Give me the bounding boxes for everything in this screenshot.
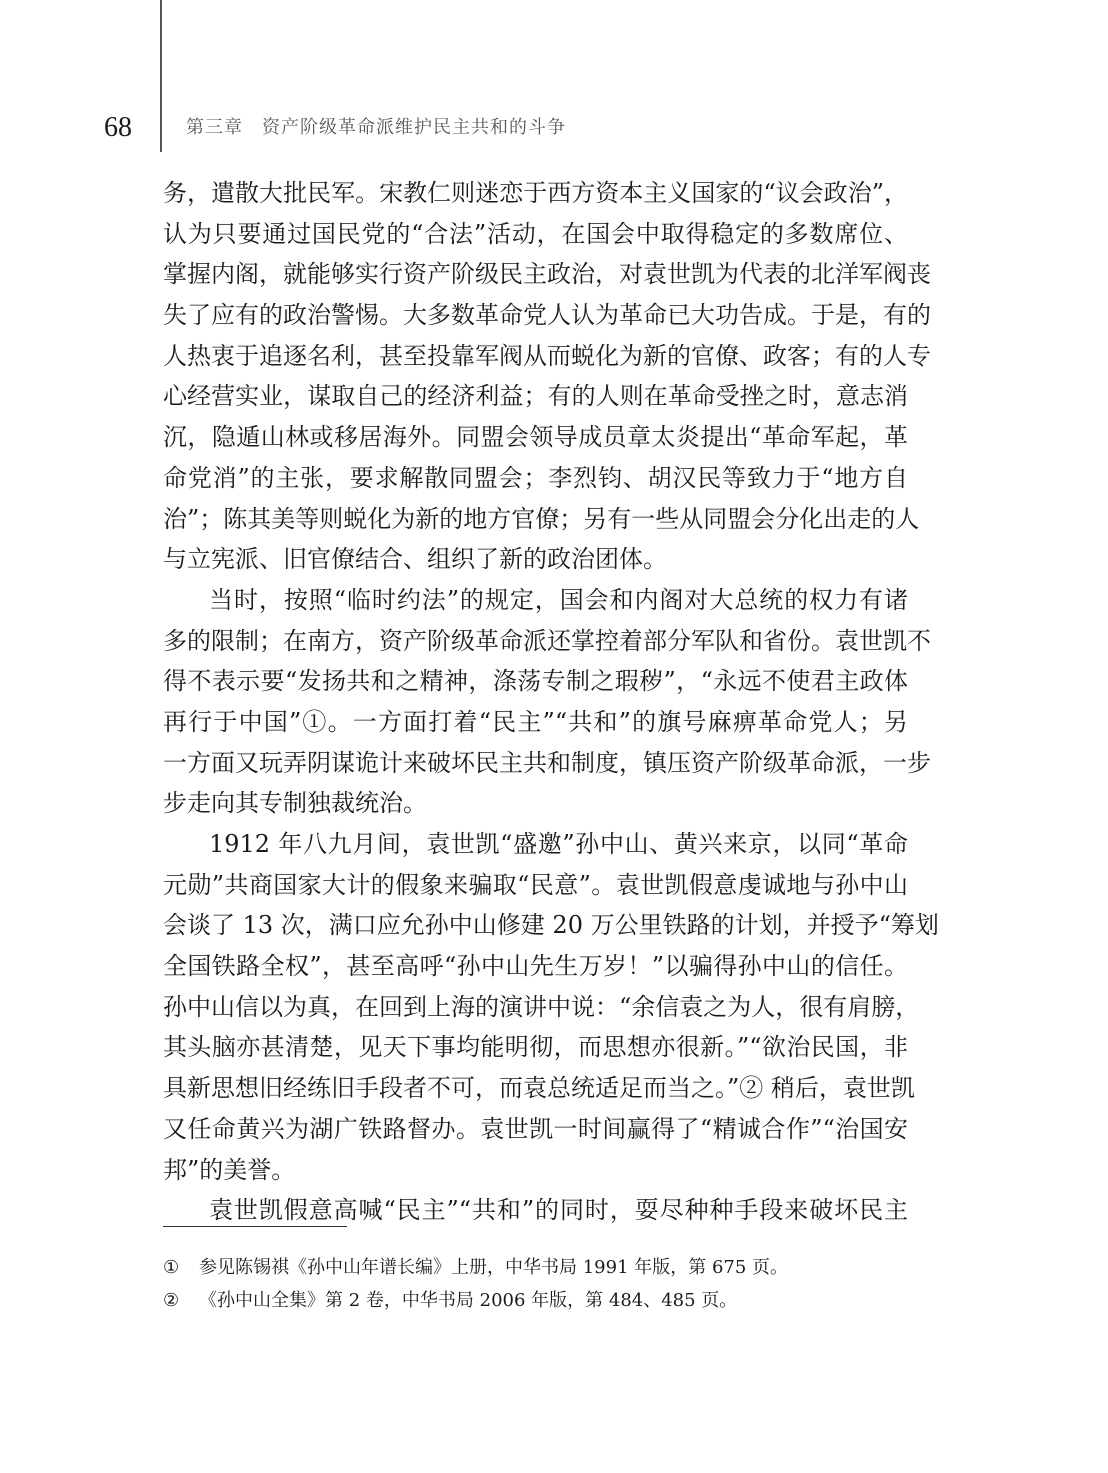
text-line: 命党消”的主张，要求解散同盟会；李烈钧、胡汉民等致力于“地方自 [163,463,908,492]
body-text [163,173,939,1231]
text-line: 一方面又玩弄阴谋诡计来破坏民主共和制度，镇压资产阶级革命派，一步 [163,748,931,777]
text-line: 掌握内阁，就能够实行资产阶级民主政治，对袁世凯为代表的北洋军阀丧 [163,260,931,289]
text-line: 孙中山信以为真，在回到上海的演讲中说：“余信袁之为人，很有肩膀， [163,992,920,1021]
text-line: 认为只要通过国民党的“合法”活动，在国会中取得稳定的多数席位、 [163,219,908,248]
footnote-1 [163,1251,908,1284]
footnote-divider [163,1226,347,1227]
text-line: 与立宪派、旧官僚结合、组织了新的政治团体。 [163,545,667,574]
text-line: 袁世凯假意高喊“民主”“共和”的同时，耍尽种种手段来破坏民主 [209,1196,908,1225]
text-line: 人热衷于追逐名利，甚至投靠军阀从而蜕化为新的官僚、政客；有的人专 [163,341,931,370]
footnote-text: 参见陈锡祺《孙中山年谱长编》上册，中华书局 1991 年版，第 675 页。 [199,1257,789,1278]
text-line: 沉，隐遁山林或移居海外。同盟会领导成员章太炎提出“革命军起，革 [163,423,908,452]
running-head: 第三章 资产阶级革命派维护民主共和的斗争 [186,117,566,138]
text-line: 又任命黄兴为湖广铁路督办。袁世凯一时间赢得了“精诚合作”“治国安 [163,1114,908,1143]
text-line: 治”；陈其美等则蜕化为新的地方官僚；另有一些从同盟会分化出走的人 [163,504,920,533]
text-line: 邦”的美誉。 [163,1155,296,1184]
text-line: 会谈了 13 次，满口应允孙中山修建 20 万公里铁路的计划，并授予“筹划 [163,911,939,940]
text-line: 心经营实业，谋取自己的经济利益；有的人则在革命受挫之时，意志消 [163,382,908,411]
text-line: 1912 年八九月间，袁世凯“盛邀”孙中山、黄兴来京，以同“革命 [209,830,908,858]
text-line: 失了应有的政治警惕。大多数革命党人认为革命已大功告成。于是，有的 [163,301,931,330]
text-line: 当时，按照“临时约法”的规定，国会和内阁对大总统的权力有诸 [209,585,908,614]
text-line: 其头脑亦甚清楚，见天下事均能明彻，而思想亦很新。”“欲治民国，非 [163,1033,908,1062]
text-line: 元勋”共商国家大计的假象来骗取“民意”。袁世凯假意虔诚地与孙中山 [163,870,908,899]
text-line: 全国铁路全权”，甚至高呼“孙中山先生万岁！”以骗得孙中山的信任。 [163,952,908,981]
footnote-text: 《孙中山全集》第 2 卷，中华书局 2006 年版，第 484、485 页。 [199,1290,738,1311]
text-line: 务，遣散大批民军。宋教仁则迷恋于西方资本主义国家的“议会政治”， [163,179,908,207]
footnote-marker: ② [163,1290,180,1311]
footnote-2 [163,1284,908,1317]
text-line: 再行于中国”①。一方面打着“民主”“共和”的旗号麻痹革命党人；另 [163,707,908,736]
text-line: 具新思想旧经练旧手段者不可，而袁总统适足而当之。”② 稍后，袁世凯 [163,1074,915,1103]
text-line: 多的限制；在南方，资产阶级革命派还掌控着部分军队和省份。袁世凯不 [163,626,931,655]
page-number: 68 [104,112,132,143]
text-line: 步走向其专制独裁统治。 [163,789,427,818]
header-divider [160,0,162,152]
footnotes [163,1251,908,1317]
text-line: 得不表示要“发扬共和之精神，涤荡专制之瑕秽”，“永远不使君主政体 [163,667,908,696]
footnote-marker: ① [163,1257,180,1278]
